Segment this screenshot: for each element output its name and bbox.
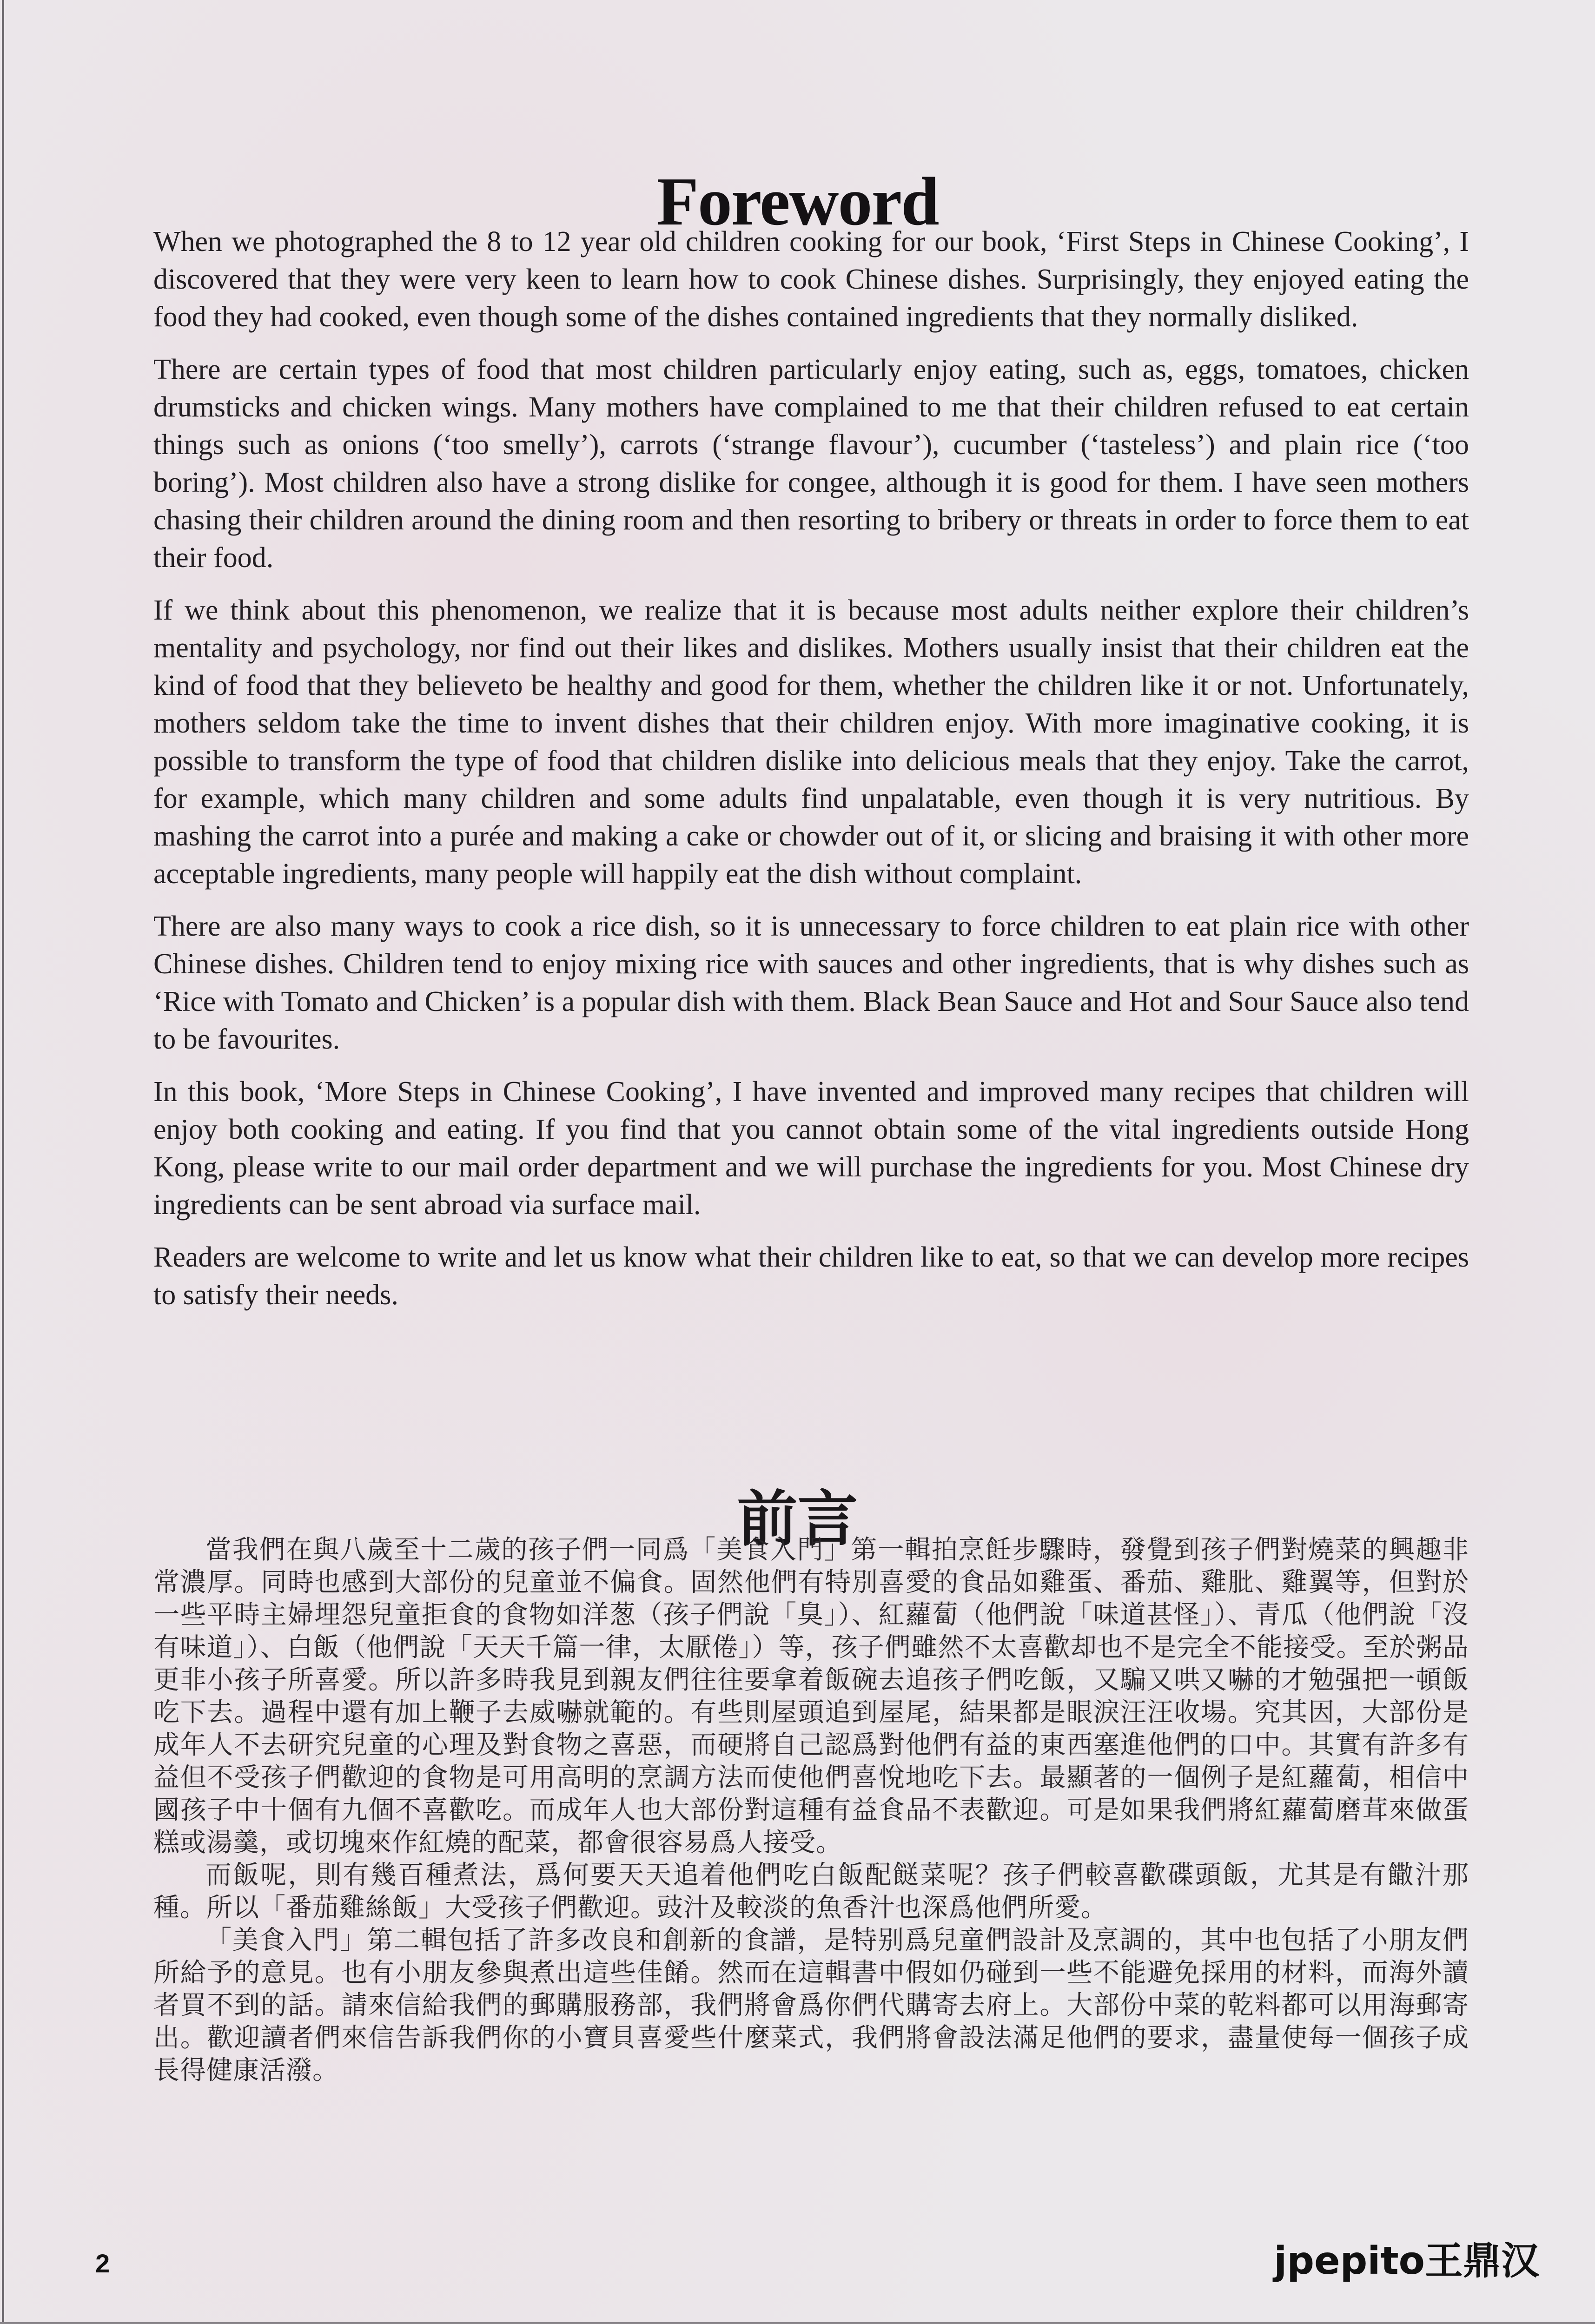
english-paragraph: Readers are welcome to write and let us know what their children like to eat, so that we can develop more recipes to satisfy their needs. — [153, 1241, 1469, 1311]
bottom-edge-rule — [0, 2322, 1595, 2324]
chinese-paragraph: 當我們在與八歲至十二歲的孩子們一同爲「美食入門」第一輯拍烹飪步驟時，發覺到孩子們對燒菜的興趣非常濃厚。同時也感到大部份的兒童並不偏食。固然他們有特別喜愛的食品如雞蛋、番茄、雞肶、雞翼等，但對於一些平時主婦埋怨兒童拒食的食物如洋葱（孩子們說「臭」）、紅蘿蔔（他們說「味道甚怪」）、青瓜（他們說「沒有味道」）、白飯（他們說「天天千篇一律，太厭倦」）等，孩子們雖然不太喜歡却也不是完全不能接受。至於粥品更非小孩子所喜愛。所以許多時我見到親友們往往要拿着飯碗去追孩子們吃飯，又騙又哄又嚇的才勉强把一頓飯吃下去。過程中還有加上鞭子去威嚇就範的。有些則屋頭追到屋尾，結果都是眼淚汪汪收場。究其因，大部份是成年人不去研究兒童的心理及對食物之喜惡，而硬將自己認爲對他們有益的東西塞進他們的口中。其實有許多有益但不受孩子們歡迎的食物是可用高明的烹調方法而使他們喜悅地吃下去。最顯著的一個例子是紅蘿蔔，相信中國孩子中十個有九個不喜歡吃。而成年人也大部份對這種有益食品不表歡迎。可是如果我們將紅蘿蔔磨茸來做蛋糕或湯羹，或切塊來作紅燒的配菜，都會很容易爲人接受。 — [153, 1535, 1469, 1858]
english-paragraph: There are certain types of food that most children particularly enjoy eating, such as, eggs, tomatoes, chicken drumsticks and chicken wings. Many mothers have complained to me that their children refused to eat certain things such as onions (‘too smelly’), carrots (‘strange flavour’), cucumber (‘tasteless’) and plain rice (‘too boring’). Most children also have a strong dislike for congee, although it is good for them. I have seen mothers chasing their children around the dining room and then resorting to bribery or threats in order to force them to eat their food. — [153, 354, 1469, 574]
chinese-paragraph: 而飯呢，則有幾百種煮法，爲何要天天追着他們吃白飯配餸菜呢？孩子們較喜歡碟頭飯，尤其是有饊汁那種。所以「番茄雞絲飯」大受孩子們歡迎。豉汁及較淡的魚香汁也深爲他們所愛。 — [153, 1860, 1469, 1923]
english-paragraph: If we think about this phenomenon, we realize that it is because most adults neither explore their children’s mentality and psychology, nor find out their likes and dislikes. Mothers usually insist that their children eat the kind of food that they believeto be healthy and good for them, whether the children like it or not. Unfortunately, mothers seldom take the time to invent dishes that their children enjoy. With more imaginative cooking, it is possible to transform the type of food that children dislike into delicious meals that they enjoy. Take the carrot, for example, which many children and some adults find unpalatable, even though it is very nutritious. By mashing the carrot into a purée and making a cake or chowder out of it, or slicing and braising it with other more acceptable ingredients, many people will happily eat the dish without complaint. — [153, 594, 1469, 890]
watermark-signature: jpepito王鼎汉 — [1274, 2239, 1539, 2283]
chinese-foreword-body — [153, 1534, 1469, 2087]
english-foreword-body — [153, 223, 1469, 1329]
english-paragraph: There are also many ways to cook a rice dish, so it is unnecessary to force children to eat plain rice with other Chinese dishes. Children tend to enjoy mixing rice with sauces and other ingredients, that is why dishes such as ‘Rice with Tomato and Chicken’ is a popular dish with them. Black Bean Sauce and Hot and Sour Sauce also tend to be favourites. — [153, 911, 1469, 1055]
english-paragraph: In this book, ‘More Steps in Chinese Cooking’, I have invented and improved many recipes that children will enjoy both cooking and eating. If you find that you cannot obtain some of the vital ingredients outside Hong Kong, please write to our mail order department and we will purchase the ingredients for you. Most Chinese dry ingredients can be sent abroad via surface mail. — [153, 1076, 1469, 1221]
page-title: Foreword — [656, 164, 939, 240]
left-edge-rule — [2, 0, 4, 2324]
chinese-title: 前言 — [737, 1483, 858, 1554]
chinese-paragraph: 「美食入門」第二輯包括了許多改良和創新的食譜，是特别爲兒童們設計及烹調的，其中也包括了小朋友們所給予的意見。也有小朋友參與煮出這些佳餚。然而在這輯書中假如仍碰到一些不能避免採用的材料，而海外讀者買不到的話。請來信給我們的郵購服務部，我們將會爲你們代購寄去府上。大部份中菜的乾料都可以用海郵寄出。歡迎讀者們來信告訴我們你的小寶貝喜愛些什麼菜式，我們將會設法滿足他們的要求，盡量使每一個孩子成長得健康活潑。 — [153, 1925, 1469, 2086]
page-number: 2 — [95, 2249, 110, 2278]
english-paragraph: When we photographed the 8 to 12 year old children cooking for our book, ‘First Steps in Chinese Cooking’, I discovered that they were very keen to learn how to cook Chinese dishes. Surprisingly, they enjoyed eating the food they had cooked, even though some of the dishes contained ingredients that they normally disliked. — [153, 226, 1469, 333]
